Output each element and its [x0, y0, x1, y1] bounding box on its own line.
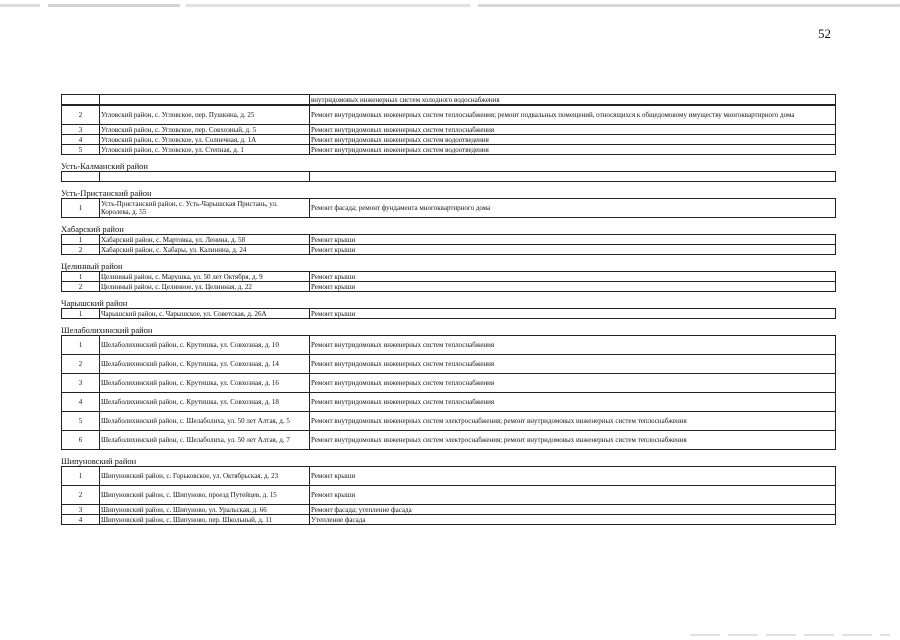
- scan-artifact-top: [0, 4, 900, 7]
- district-table: [61, 171, 836, 182]
- district-table: [61, 335, 836, 450]
- row-number: 2: [62, 106, 100, 125]
- row-number: 4: [62, 515, 100, 525]
- table-row: [62, 282, 836, 292]
- district-table: [61, 234, 836, 255]
- table-row: [62, 245, 836, 255]
- district-table: [61, 105, 836, 155]
- row-address: Шелаболихинский район, с. Крутишка, ул. Совхозная, д. 14: [100, 355, 310, 374]
- row-number: 2: [62, 355, 100, 374]
- page-number: 52: [818, 26, 831, 41]
- document-body: [61, 94, 835, 525]
- empty-cell: [100, 172, 310, 182]
- row-work: Ремонт внутридомовых инженерных систем теплоснабжения: [310, 393, 836, 412]
- row-address: Шелаболихинский район, с. Шелаболиха, ул. 50 лет Алтая, д. 5: [100, 412, 310, 431]
- row-address: Угловский район, с. Угловское, пер. Пушкина, д. 25: [100, 106, 310, 125]
- row-work: Ремонт крыши: [310, 282, 836, 292]
- row-number: 1: [62, 309, 100, 319]
- district-table: [61, 198, 836, 218]
- row-number: 6: [62, 431, 100, 450]
- row-number: 5: [62, 145, 100, 155]
- table-row: [62, 431, 836, 450]
- row-number: 3: [62, 374, 100, 393]
- row-work: Ремонт внутридомовых инженерных систем водоотведения: [310, 135, 836, 145]
- district-heading-text: Усть-Пристанский район: [61, 188, 152, 198]
- row-number: 2: [62, 245, 100, 255]
- scan-artifact-bottom: [690, 634, 890, 636]
- row-work: Ремонт внутридомовых инженерных систем теплоснабжения; ремонт подвальных помещений, относящихся к общедомовому имуществу многоквартирного дома: [310, 106, 836, 125]
- row-number: 1: [62, 199, 100, 218]
- table-row: [62, 199, 836, 218]
- district-heading-text: Усть-Калманский район: [61, 161, 148, 171]
- district-heading-text: Шипуновский район: [61, 456, 137, 466]
- row-address: Целинный район, с. Марушка, ул. 50 лет Октября, д. 9: [100, 272, 310, 282]
- table-row: [62, 135, 836, 145]
- row-number: 3: [62, 125, 100, 135]
- row-work: Ремонт внутридомовых инженерных систем теплоснабжения: [310, 125, 836, 135]
- top-table: [61, 94, 836, 105]
- row-work: Ремонт внутридомовых инженерных систем электроснабжения; ремонт внутридомовых инженерных систем теплоснабжения: [310, 412, 836, 431]
- district-heading: [61, 325, 835, 335]
- table-row: [62, 336, 836, 355]
- table-row: [62, 235, 836, 245]
- row-work: Ремонт внутридомовых инженерных систем теплоснабжения: [310, 336, 836, 355]
- table-row: [62, 172, 836, 182]
- table-row: [62, 125, 836, 135]
- row-work: Утепление фасада: [310, 515, 836, 525]
- row-number: 2: [62, 282, 100, 292]
- table-row: [62, 145, 836, 155]
- table-row: [62, 374, 836, 393]
- row-work: Ремонт внутридомовых инженерных систем теплоснабжения: [310, 374, 836, 393]
- district-heading: [61, 188, 835, 198]
- row-address: Целинный район, с. Целинное, ул. Целинная, д. 22: [100, 282, 310, 292]
- table-row: [62, 309, 836, 319]
- table-row: [62, 505, 836, 515]
- district-heading-text: Целинный район: [61, 261, 123, 271]
- row-address: Шелаболихинский район, с. Шелаболиха, ул. 50 лет Алтая, д. 7: [100, 431, 310, 450]
- table-row: [62, 393, 836, 412]
- row-work: внутридомовых инженерных систем холодного водоснабжения: [310, 95, 836, 105]
- row-work: Ремонт фасада; утепление фасада: [310, 505, 836, 515]
- table-row: [62, 95, 836, 105]
- row-address: Чарышский район, с. Чарышское, ул. Советская, д. 26А: [100, 309, 310, 319]
- district-heading: [61, 161, 835, 171]
- row-address: Шипуновский район, с. Шипуново, пер. Школьный, д. 11: [100, 515, 310, 525]
- row-address: Усть-Пристанский район, с. Усть-Чарышская Пристань, ул. Королева, д. 55: [100, 199, 310, 218]
- row-work: Ремонт внутридомовых инженерных систем теплоснабжения: [310, 355, 836, 374]
- row-address: Шипуновский район, с. Шипуново, ул. Уральская, д. 66: [100, 505, 310, 515]
- row-address: Шелаболихинский район, с. Крутишка, ул. Совхозная, д. 10: [100, 336, 310, 355]
- row-work: Ремонт крыши: [310, 245, 836, 255]
- row-number: 4: [62, 135, 100, 145]
- row-address: Хабарский район, с. Хабары, ул. Калинина, д. 24: [100, 245, 310, 255]
- row-work: Ремонт крыши: [310, 309, 836, 319]
- table-row: [62, 515, 836, 525]
- sections-container: [61, 105, 835, 525]
- table-row: [62, 272, 836, 282]
- row-number: 5: [62, 412, 100, 431]
- row-number: 1: [62, 235, 100, 245]
- district-heading-text: Хабарский район: [61, 224, 124, 234]
- row-number: 2: [62, 486, 100, 505]
- row-address: Угловский район, с. Угловское, пер. Совхозный, д. 5: [100, 125, 310, 135]
- district-heading: [61, 224, 835, 234]
- table-row: [62, 486, 836, 505]
- row-address: Шипуновский район, с. Горьковское, ул. Октябрьская, д. 23: [100, 467, 310, 486]
- district-heading-text: Шелаболихинский район: [61, 325, 153, 335]
- empty-cell: [62, 172, 100, 182]
- empty-cell: [310, 172, 836, 182]
- row-number: 1: [62, 336, 100, 355]
- district-heading: [61, 298, 835, 308]
- district-table: [61, 271, 836, 292]
- row-number: 1: [62, 272, 100, 282]
- table-row: [62, 355, 836, 374]
- row-address: Хабарский район, с. Мартовка, ул. Ленина, д. 58: [100, 235, 310, 245]
- row-number: 4: [62, 393, 100, 412]
- district-heading: [61, 261, 835, 271]
- row-address: Шелаболихинский район, с. Крутишка, ул. Совхозная, д. 16: [100, 374, 310, 393]
- row-work: Ремонт крыши: [310, 486, 836, 505]
- district-table: [61, 466, 836, 525]
- row-address: Угловский район, с. Угловское, ул. Степная, д. 1: [100, 145, 310, 155]
- row-work: Ремонт крыши: [310, 235, 836, 245]
- row-work: Ремонт крыши: [310, 467, 836, 486]
- table-row: [62, 412, 836, 431]
- row-number: [62, 95, 100, 105]
- row-work: Ремонт фасада; ремонт фундамента многоквартирного дома: [310, 199, 836, 218]
- row-address: Шелаболихинский район, с. Крутишка, ул. Совхозная, д. 18: [100, 393, 310, 412]
- district-heading: [61, 456, 835, 466]
- row-work: Ремонт внутридомовых инженерных систем электроснабжения; ремонт внутридомовых инженерных систем теплоснабжения: [310, 431, 836, 450]
- table-row: [62, 106, 836, 125]
- row-address: [100, 95, 310, 105]
- row-address: Угловский район, с. Угловское, ул. Солнечная, д. 1А: [100, 135, 310, 145]
- row-number: 1: [62, 467, 100, 486]
- row-address: Шипуновский район, с. Шипуново, проезд Путейцев, д. 15: [100, 486, 310, 505]
- row-work: Ремонт внутридомовых инженерных систем водоотведения: [310, 145, 836, 155]
- district-heading-text: Чарышский район: [61, 298, 128, 308]
- row-number: 3: [62, 505, 100, 515]
- row-work: Ремонт крыши: [310, 272, 836, 282]
- table-row: [62, 467, 836, 486]
- district-table: [61, 308, 836, 319]
